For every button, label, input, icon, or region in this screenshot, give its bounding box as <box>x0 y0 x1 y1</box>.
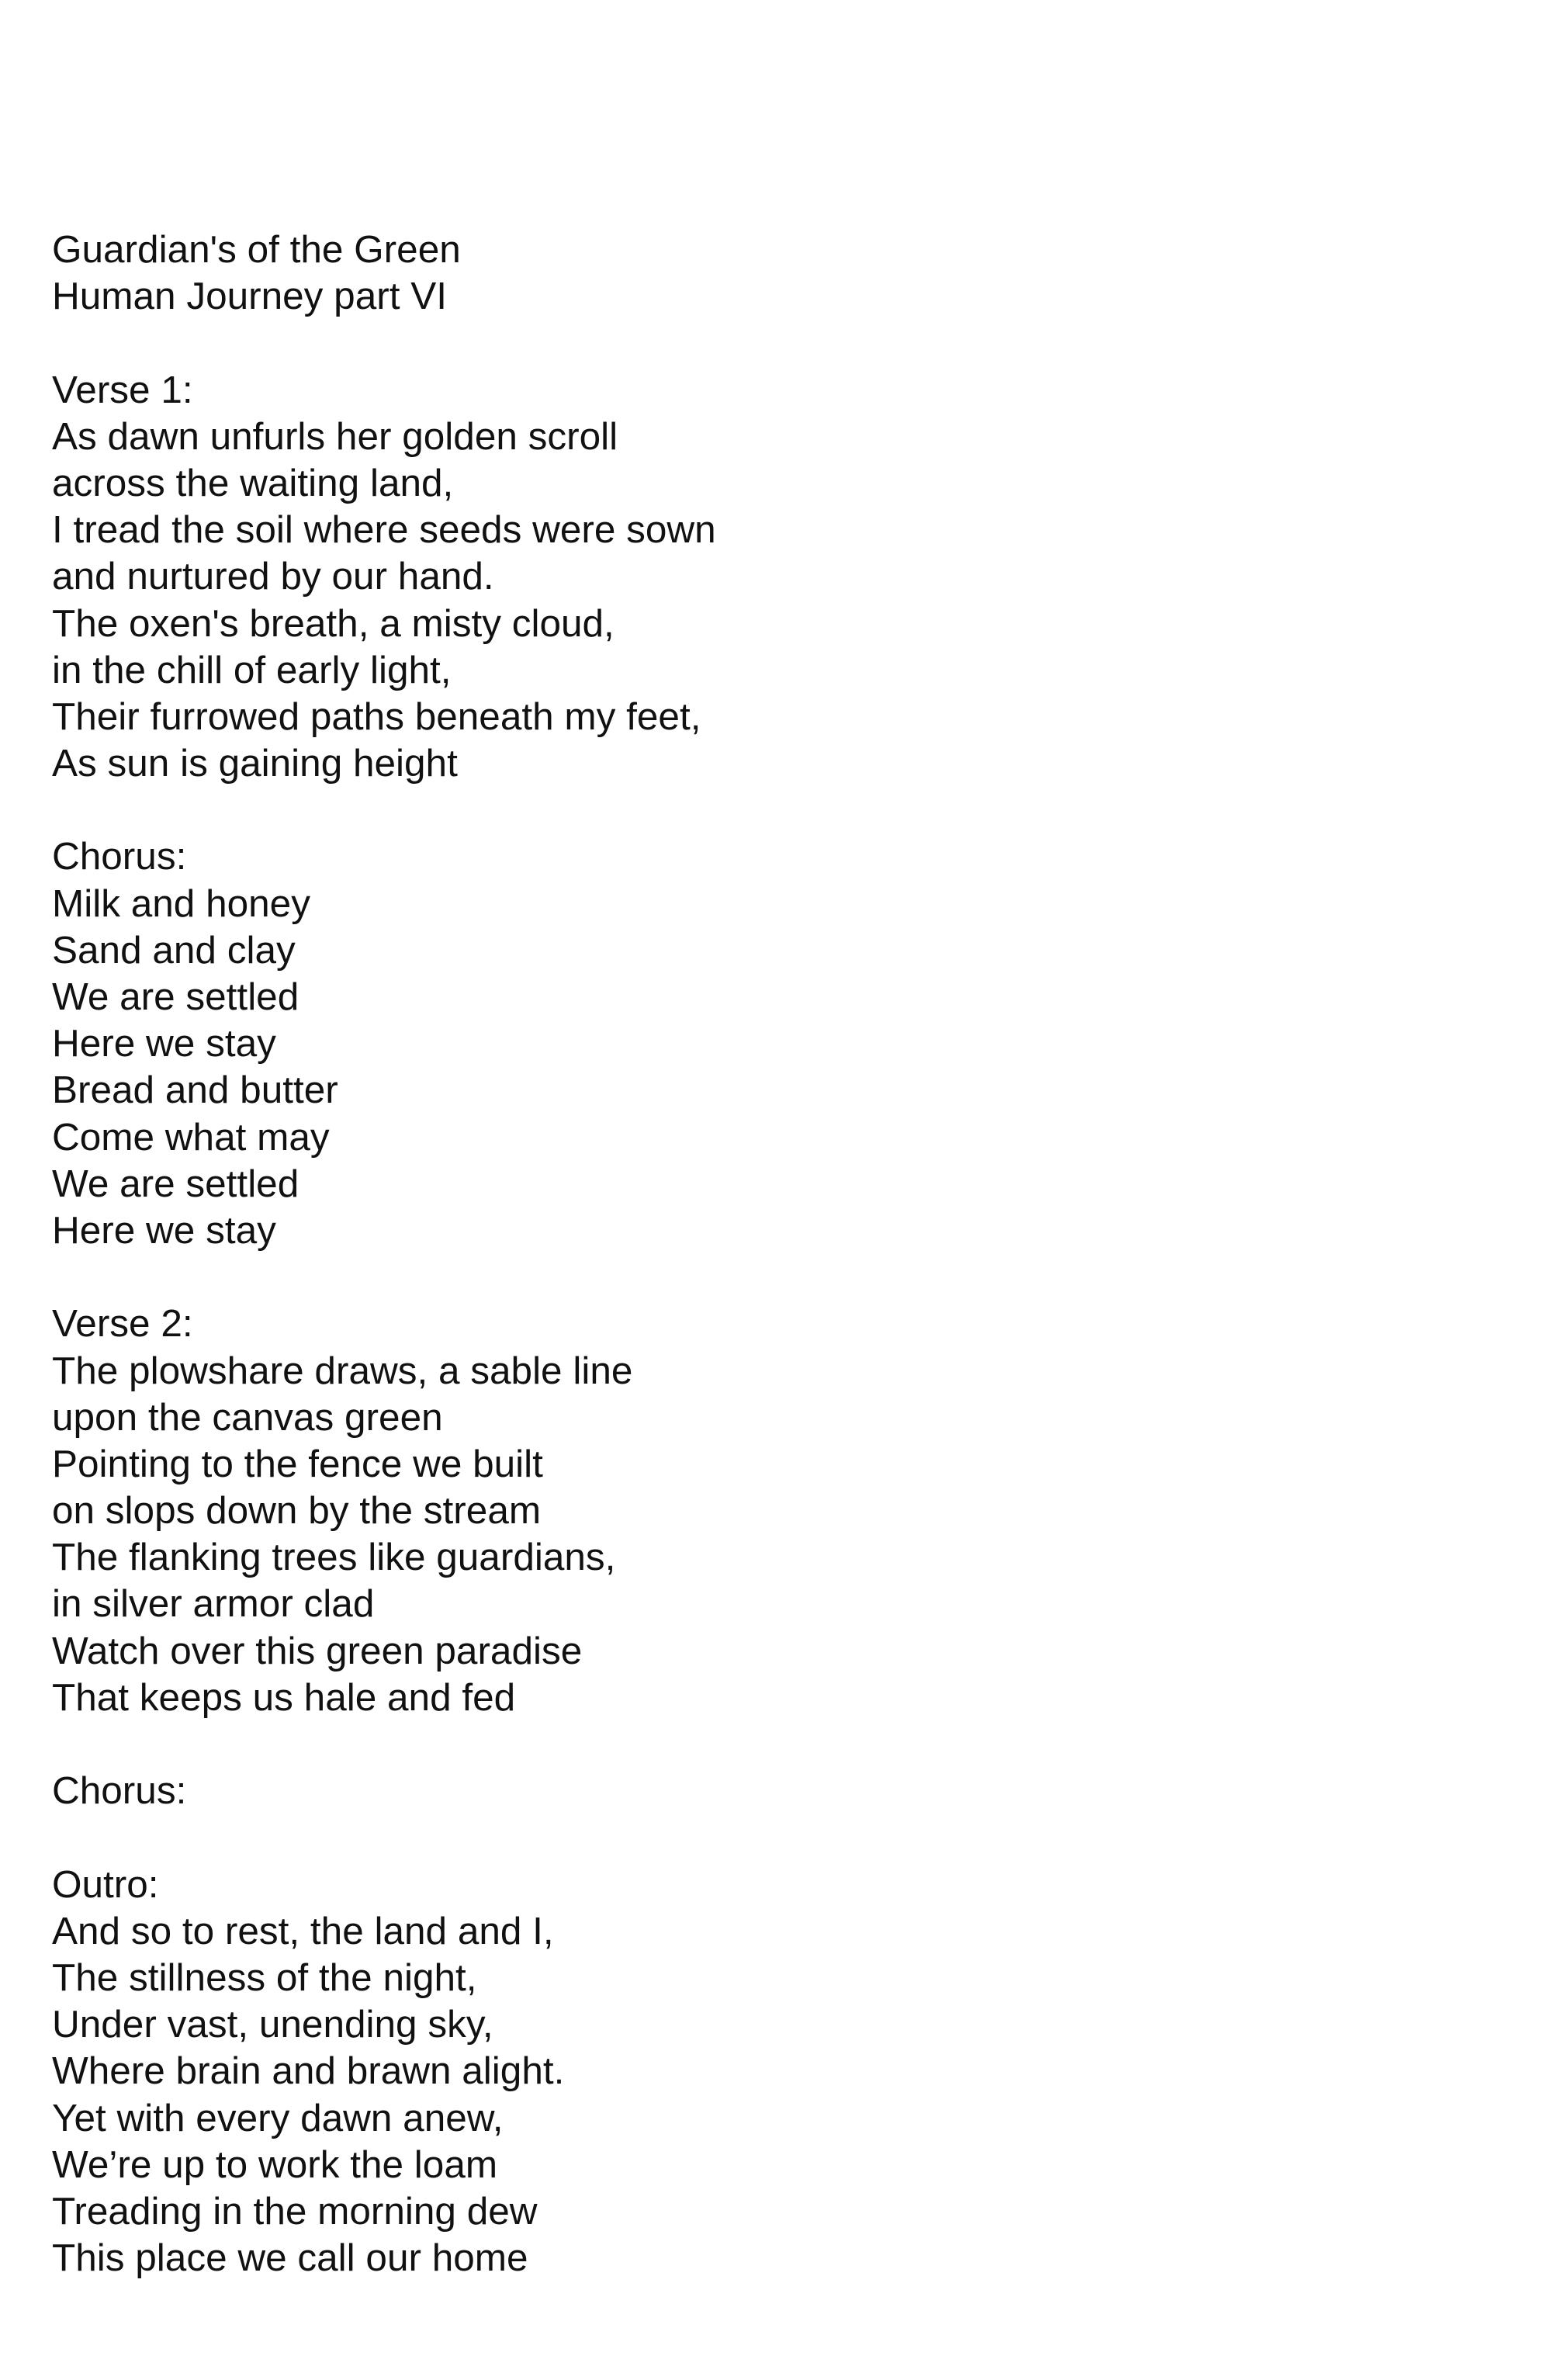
lyric-line: We are settled <box>52 1162 299 1205</box>
lyrics-document <box>52 227 1526 2281</box>
lyric-line: I tread the soil where seeds were sown <box>52 508 716 552</box>
lyric-line: We are settled <box>52 975 299 1018</box>
lyric-line: Treading in the morning dew <box>52 2189 538 2233</box>
lyric-line: As dawn unfurls her golden scroll <box>52 414 618 458</box>
blank-line <box>52 787 1526 833</box>
lyric-line: Under vast, unending sky, <box>52 2003 493 2046</box>
lyric-line: Sand and clay <box>52 928 296 972</box>
lyric-line: As sun is gaining height <box>52 742 458 785</box>
lyric-line: This place we call our home <box>52 2236 528 2280</box>
lyrics-section <box>52 1768 1526 1861</box>
lyric-line: on slops down by the stream <box>52 1489 542 1533</box>
lyric-line: Milk and honey <box>52 882 310 925</box>
lyric-line: And so to rest, the land and I, <box>52 1909 554 1952</box>
blank-line <box>52 1721 1526 1768</box>
section-heading: Chorus: <box>52 835 187 878</box>
lyric-line: Bread and butter <box>52 1069 338 1112</box>
lyric-line: in silver armor clad <box>52 1582 375 1626</box>
lyrics-section <box>52 1862 1526 2282</box>
blank-line <box>52 1814 1526 1861</box>
lyric-line: Yet with every dawn anew, <box>52 2096 504 2139</box>
section-heading: Verse 2: <box>52 1302 193 1346</box>
lyric-line: Come what may <box>52 1115 330 1159</box>
lyric-line: The flanking trees like guardians, <box>52 1536 616 1579</box>
document-subtitle: Human Journey part VI <box>52 275 447 318</box>
lyric-line: Here we stay <box>52 1022 276 1065</box>
lyric-line: across the waiting land, <box>52 461 454 504</box>
blank-line <box>52 1254 1526 1301</box>
lyrics-section <box>52 367 1526 834</box>
lyrics-section <box>52 833 1526 1301</box>
lyrics-sections <box>52 367 1526 2282</box>
lyric-line: Their furrowed paths beneath my feet, <box>52 695 701 738</box>
lyric-line: and nurtured by our hand. <box>52 555 494 598</box>
lyrics-section <box>52 1301 1526 1768</box>
lyric-line: upon the canvas green <box>52 1395 443 1439</box>
document-title: Guardian's of the Green <box>52 228 461 271</box>
lyric-line: The plowshare draws, a sable line <box>52 1349 633 1392</box>
lyric-line: Watch over this green paradise <box>52 1629 583 1672</box>
section-heading: Outro: <box>52 1862 159 1906</box>
lyric-line: Where brain and brawn alight. <box>52 2049 565 2093</box>
lyric-line: Here we stay <box>52 1208 276 1252</box>
lyric-line: The oxen's breath, a misty cloud, <box>52 601 615 645</box>
lyric-line: We’re up to work the loam <box>52 2143 498 2186</box>
section-heading: Chorus: <box>52 1769 187 1813</box>
blank-line <box>52 320 1526 366</box>
lyric-line: in the chill of early light, <box>52 648 452 691</box>
section-heading: Verse 1: <box>52 368 193 411</box>
lyric-line: That keeps us hale and fed <box>52 1675 516 1719</box>
lyric-line: The stillness of the night, <box>52 1956 477 1999</box>
lyric-line: Pointing to the fence we built <box>52 1442 543 1485</box>
